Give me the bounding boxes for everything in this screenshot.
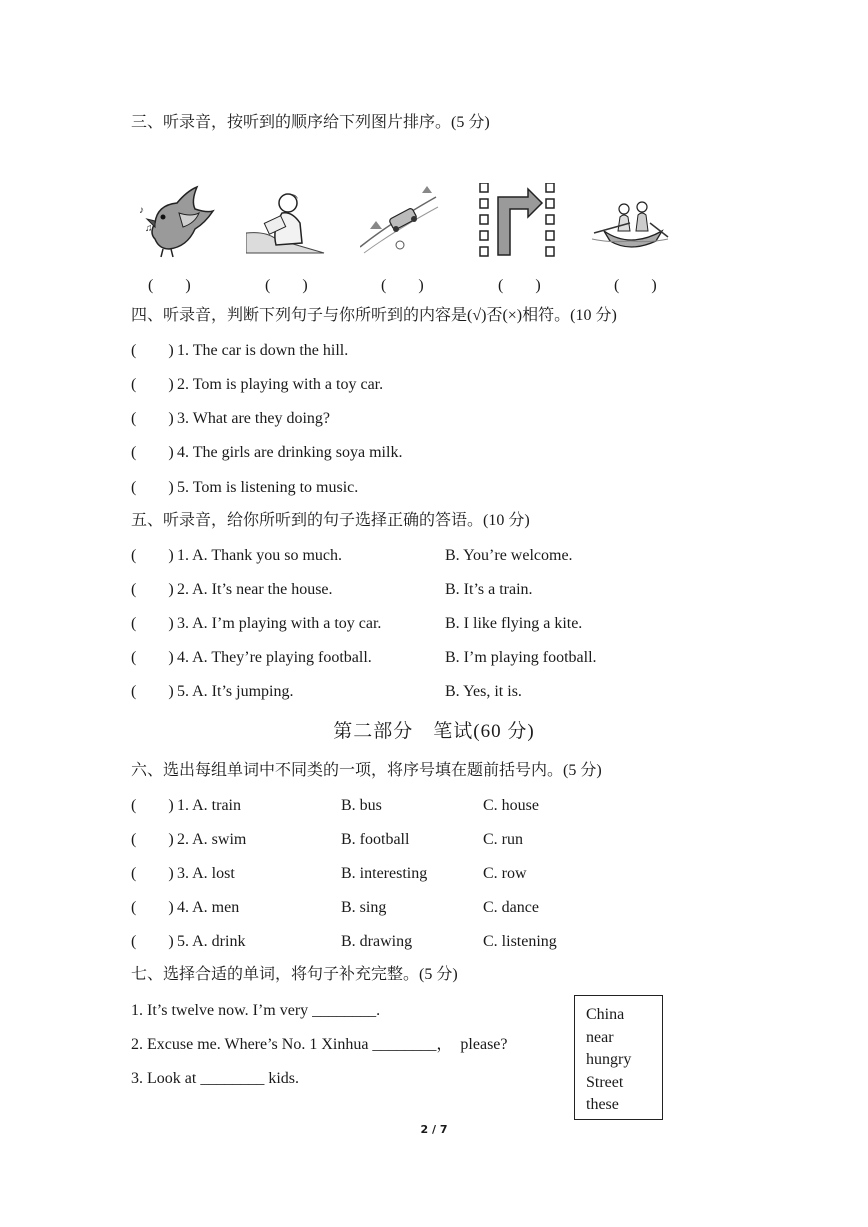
option-b: B. sing [341,899,387,916]
option-b: B. It’s a train. [445,581,533,598]
answer-paren[interactable]: ( ) [131,410,174,427]
list-item [131,648,597,668]
option-b: B. I like flying a kite. [445,615,583,632]
answer-paren[interactable]: ( ) [131,547,174,564]
picture-answer-paren[interactable]: ( ) [381,277,424,294]
picture-answer-paren[interactable]: ( ) [498,277,541,294]
list-item [131,682,522,702]
page-number: 2 / 7 [420,1123,448,1136]
answer-paren[interactable]: ( ) [131,933,174,950]
list-item [131,546,573,566]
section-6-heading: 六、选出每组单词中不同类的一项，将序号填在题前括号内。(5 分) [131,762,602,779]
list-item [131,614,583,634]
answer-paren[interactable]: ( ) [131,649,174,666]
list-item [131,580,533,600]
word-bank-box [574,995,663,1120]
list-item [131,478,358,498]
list-item [131,864,527,884]
option-b: B. Yes, it is. [445,683,522,700]
option-a: 4. A. They’re playing football. [177,649,372,666]
picture-answer-paren[interactable]: ( ) [148,277,191,294]
option-a: 3. A. I’m playing with a toy car. [177,615,382,632]
list-item [131,341,348,361]
answer-paren[interactable]: ( ) [131,615,174,632]
section-5-heading: 五、听录音，给你所听到的句子选择正确的答语。(10 分) [131,512,530,529]
turn-right-sign-icon [478,183,558,258]
option-a: 1. A. train [177,797,241,814]
option-a: 5. A. drink [177,933,246,950]
answer-paren[interactable]: ( ) [131,831,174,848]
option-a: 1. A. Thank you so much. [177,547,343,564]
answer-paren[interactable]: ( ) [131,683,174,700]
list-item [131,898,539,918]
option-a: 2. A. It’s near the house. [177,581,333,598]
option-a: 4. A. men [177,899,240,916]
list-item [131,796,539,816]
list-item [131,932,557,952]
svg-text:♪: ♪ [139,205,144,216]
section-4-heading: 四、听录音，判断下列句子与你所听到的内容是(√)否(×)相符。(10 分) [131,307,617,324]
answer-paren[interactable]: ( ) [131,376,174,393]
option-b: B. bus [341,797,382,814]
fill-in-sentence[interactable]: 1. It’s twelve now. I’m very ________. [131,1002,381,1019]
list-item [131,375,383,395]
fill-in-sentence[interactable]: 3. Look at ________ kids. [131,1070,299,1087]
answer-paren[interactable]: ( ) [131,444,174,461]
answer-paren[interactable]: ( ) [131,899,174,916]
option-a: 3. A. lost [177,865,235,882]
item-text: 5. Tom is listening to music. [177,479,359,496]
answer-paren[interactable]: ( ) [131,581,174,598]
answer-paren[interactable]: ( ) [131,797,174,814]
item-text: 3. What are they doing? [177,410,330,427]
word-bank-word: near [586,1028,614,1046]
item-text: 4. The girls are drinking soya milk. [177,444,403,461]
girl-reading-icon [246,183,326,258]
option-b: B. I’m playing football. [445,649,597,666]
answer-paren[interactable]: ( ) [131,865,174,882]
option-b: B. interesting [341,865,428,882]
option-a: 2. A. swim [177,831,247,848]
list-item [131,443,402,463]
option-c: C. listening [483,933,557,950]
part-2-title: 第二部分 笔试(60 分) [333,721,535,742]
option-b: B. football [341,831,410,848]
fill-in-sentence[interactable]: 2. Excuse me. Where’s No. 1 Xinhua ________， please? [131,1036,508,1053]
singing-bird-icon [135,183,215,258]
list-item [131,409,330,429]
option-b: B. drawing [341,933,413,950]
option-c: C. run [483,831,523,848]
picture-answer-paren[interactable]: ( ) [265,277,308,294]
option-c: C. dance [483,899,539,916]
word-bank-word: China [586,1006,625,1023]
item-text: 2. Tom is playing with a toy car. [177,376,384,393]
section-3-heading: 三、听录音，按听到的顺序给下列图片排序。(5 分) [131,114,490,131]
svg-text:♫: ♫ [145,223,153,234]
option-b: B. You’re welcome. [445,547,573,564]
option-c: C. house [483,797,539,814]
option-a: 5. A. It’s jumping. [177,683,294,700]
picture-answer-paren[interactable]: ( ) [614,277,657,294]
answer-paren[interactable]: ( ) [131,479,174,496]
option-c: C. row [483,865,527,882]
word-bank-word: these [586,1096,619,1113]
word-bank-word: hungry [586,1051,632,1068]
answer-paren[interactable]: ( ) [131,342,174,359]
item-text: 1. The car is down the hill. [177,342,349,359]
section-7-heading: 七、选择合适的单词，将句子补充完整。(5 分) [131,966,458,983]
list-item [131,830,523,850]
car-down-hill-icon [360,183,440,258]
people-rowing-boat-icon [590,183,670,258]
word-bank-word: Street [586,1073,624,1091]
